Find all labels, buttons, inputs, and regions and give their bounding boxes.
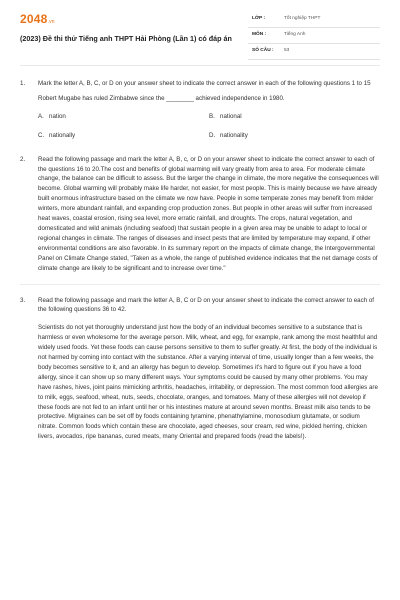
site-logo[interactable]	[20, 12, 55, 26]
question-separator	[20, 284, 380, 285]
answer-options	[38, 112, 380, 141]
stem-after: achieved independence in 1980.	[193, 94, 285, 102]
meta-value-subject: Tiếng Anh	[284, 32, 306, 37]
header-divider	[20, 65, 380, 66]
option-letter: D.	[209, 131, 216, 139]
option-a[interactable]	[38, 112, 209, 122]
option-text: national	[220, 112, 242, 120]
option-letter: C.	[38, 131, 45, 139]
logo-suffix: .vn	[47, 19, 55, 25]
question-body	[38, 155, 380, 274]
meta-label-subject: MÔN :	[252, 32, 267, 37]
meta-value-question-count: 53	[284, 48, 290, 53]
exam-meta-table	[248, 12, 380, 60]
question-instruction: Read the following passage and mark the letter A, B, C or D on your answer sheet to indicate the correct answer to each of the following questions 36 to 42.	[38, 296, 375, 314]
meta-value-class: Tốt nghiệp THPT	[284, 16, 321, 21]
meta-label-class: LỚP :	[252, 16, 266, 21]
option-text: nationality	[220, 131, 248, 139]
reading-passage: Read the following passage and mark the letter A, B, c, or D on your answer sheet to indicate the correct answer to each of the questions 16 to 20.The cost and benefits of global warming will vary greatly from area to area. For moderate climate change, the balance can be difficult to assess. But the larger the change in climate, the more negative the consequences will become. Global warming will probably make life harder, not easier, for most people. This is mainly because we have already built enormous infrastructure based on the climate we now have. People in some temperate zones may benefit from milder winters, more abundant rainfall, and expanding crop production zones. But people in other areas will suffer from increased heat waves, coastal erosion, rising sea level, more erratic rainfall, and droughts. The crops, natural vegetation, and domesticated and wild animals (including seafood) that sustain people in a given area may be unable to adapt to local or regional changes in climate. The ranges of diseases and insect pests that are limited by temperature may expand, if other environmental conditions are also favorable. In its summary report on the impacts of climate change, the Intergovernmental Panel on Climate Change stated, "Taken as a whole, the range of published evidence indicates that the net damage costs of climate change are likely to be significant and to increase over time."	[38, 155, 379, 272]
questions-content	[20, 79, 380, 450]
logo-main: 2048	[20, 12, 48, 26]
stem-blank: ________	[166, 94, 194, 102]
question-2	[20, 155, 380, 274]
question-number: 1.	[20, 80, 26, 87]
option-text: nationally	[49, 131, 76, 139]
option-letter: B.	[209, 112, 215, 120]
question-body	[38, 79, 380, 141]
option-b[interactable]	[209, 112, 380, 122]
option-text: nation	[49, 112, 66, 120]
meta-row-question-count	[248, 44, 380, 60]
page-title: (2023) Đề thi thử Tiếng anh THPT Hải Phòng (Lần 1) có đáp án	[20, 34, 232, 43]
meta-row-class	[248, 12, 380, 28]
question-3	[20, 296, 380, 443]
meta-label-question-count: SỐ CÂU :	[252, 48, 274, 53]
option-c[interactable]	[38, 131, 209, 141]
question-number: 3.	[20, 296, 26, 304]
page-header	[0, 0, 400, 64]
reading-passage: Scientists do not yet thoroughly understand just how the body of an individual becomes sensitive to a substance that is harmless or even wholesome for the average person. Milk, wheat, and egg, for example, rank among the most healthful and widely used foods. Yet these foods can cause persons sensitive to them to suffer greatly. At first, the body of the individual is not harmed by coming into contact with the substance. After a varying interval of time, usually longer than a few weeks, the body becomes sensitive to it, and an allergy has begun to develop. Sometimes it's hard to figure out if you have a food allergy, since it can show up so many different ways. Your symptoms could be caused by many other problems. You may have rashes, hives, joint pains mimicking arthritis, headaches, irritability, or depression. The most common food allergies are to milk, eggs, seafood, wheat, nuts, seeds, chocolate, oranges, and tomatoes. Many of these allergies will not develop if these foods are not fed to an infant until her or his intestines mature at around seven months. Breast milk also tends to be protective. Migraines can be set off by foods containing tyramine, phenathylamine, monosodium glutamate, or sodium nitrate. Common foods which contain these are chocolate, aged cheeses, sour cream, red wine, pickled herring, chicken livers, avocados, ripe bananas, cured meats, many Oriental and prepared foods (read the labels!).	[38, 324, 378, 441]
question-stem	[38, 94, 380, 104]
meta-row-subject	[248, 28, 380, 44]
question-body	[38, 296, 380, 443]
question-instruction: Mark the letter A, B, C, or D on your answer sheet to indicate the correct answer in each of the following questions 1 to 15	[38, 80, 371, 87]
question-number: 2.	[20, 155, 26, 163]
option-d[interactable]	[209, 131, 380, 141]
question-1	[20, 79, 380, 141]
option-letter: A.	[38, 112, 44, 120]
stem-before: Robert Mugabe has ruled Zimbabwe since the	[38, 94, 167, 102]
